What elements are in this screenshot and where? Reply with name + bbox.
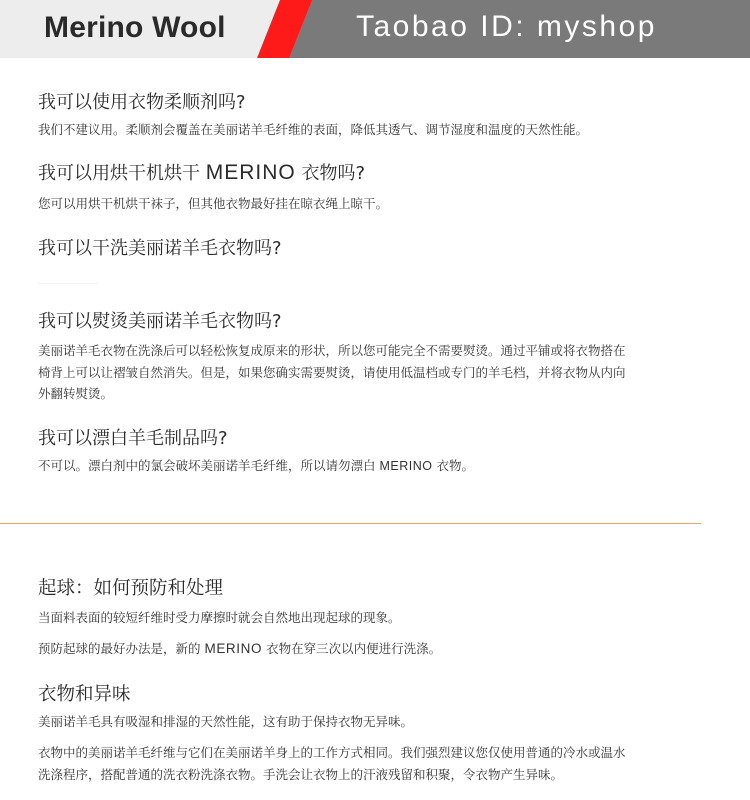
- odor-line: 洗涤程序，搭配普通的洗衣粉洗涤衣物。手洗会让衣物上的汗液残留和积聚，令衣物产生异味。: [38, 767, 564, 782]
- empty-answer-placeholder: [38, 283, 98, 284]
- faq-answer-softener: [38, 119, 698, 141]
- faq-answer-line: 椅背上可以让褶皱自然消失。但是，如果您确实需要熨烫，请使用低温档或专门的羊毛档，并将衣物从内向: [38, 364, 626, 380]
- pilling-title: 起球：如何预防和处理: [38, 578, 224, 599]
- faq-answer-bleach: [38, 455, 698, 478]
- odor-line: 衣物中的美丽诺羊毛纤维与它们在美丽诺羊身上的工作方式相同。我们强烈建议您仅使用普通的冷水或温水: [38, 745, 626, 760]
- faq-question-text-end: 衣物吗?: [295, 163, 366, 184]
- faq-answer-dryer: [38, 193, 698, 215]
- faq-question-text: 我可以使用衣物柔顺剂吗?: [38, 92, 246, 113]
- faq-answer-text: 不可以。漂白剂中的氯会破坏美丽诺羊毛纤维，所以请勿漂白: [38, 458, 380, 473]
- faq-question-dryclean: [38, 234, 282, 260]
- faq-answer-iron: [38, 340, 698, 405]
- faq-question-bleach: [38, 424, 228, 450]
- faq-question-text: 我可以干洗美丽诺羊毛衣物吗?: [38, 238, 282, 259]
- pilling-paragraph-2: [38, 638, 708, 660]
- pilling-brand: MERINO: [204, 641, 263, 656]
- faq-question-softener: [38, 88, 246, 114]
- pilling-text-end: 衣物在穿三次以内便进行洗涤。: [262, 641, 442, 656]
- pilling-text: 预防起球的最好办法是，新的: [38, 641, 205, 656]
- odor-title: 衣物和异味: [38, 684, 131, 705]
- faq-answer-line: 我们不建议用。柔顺剂会覆盖在美丽诺羊毛纤维的表面，降低其透气、调节湿度和温度的天然性能。: [38, 122, 589, 137]
- faq-answer-line: 您可以用烘干机烘干袜子，但其他衣物最好挂在晾衣绳上晾干。: [38, 196, 389, 211]
- odor-paragraph-2: [38, 742, 708, 786]
- faq-question-text: 我可以熨烫美丽诺羊毛衣物吗?: [38, 311, 282, 332]
- section-divider: [0, 523, 701, 524]
- faq-answer-text-end: 衣物。: [432, 458, 474, 473]
- faq-answer-line: 外翻转熨烫。: [38, 386, 114, 401]
- odor-paragraph-1: 美丽诺羊毛具有吸湿和排湿的天然性能，这有助于保持衣物无异味。: [38, 714, 414, 729]
- faq-question-brand: MERINO: [205, 161, 296, 184]
- faq-answer-line: 美丽诺羊毛衣物在洗涤后可以轻松恢复成原来的形状，所以您可能完全不需要熨烫。通过平铺或将衣物搭在: [38, 343, 626, 358]
- header-banner: [0, 0, 750, 58]
- faq-question-dryer: [38, 159, 365, 185]
- pilling-paragraph-1: 当面料表面的较短纤维时受力摩擦时就会自然地出现起球的现象。: [38, 610, 401, 625]
- faq-question-text: 我可以用烘干机烘干: [38, 163, 206, 184]
- shop-id: Taobao ID: myshop: [356, 10, 657, 43]
- brand-title: Merino Wool: [44, 11, 226, 44]
- faq-question-iron: [38, 307, 282, 333]
- faq-question-text: 我可以漂白羊毛制品吗?: [38, 428, 228, 449]
- faq-answer-brand: MERINO: [379, 459, 433, 473]
